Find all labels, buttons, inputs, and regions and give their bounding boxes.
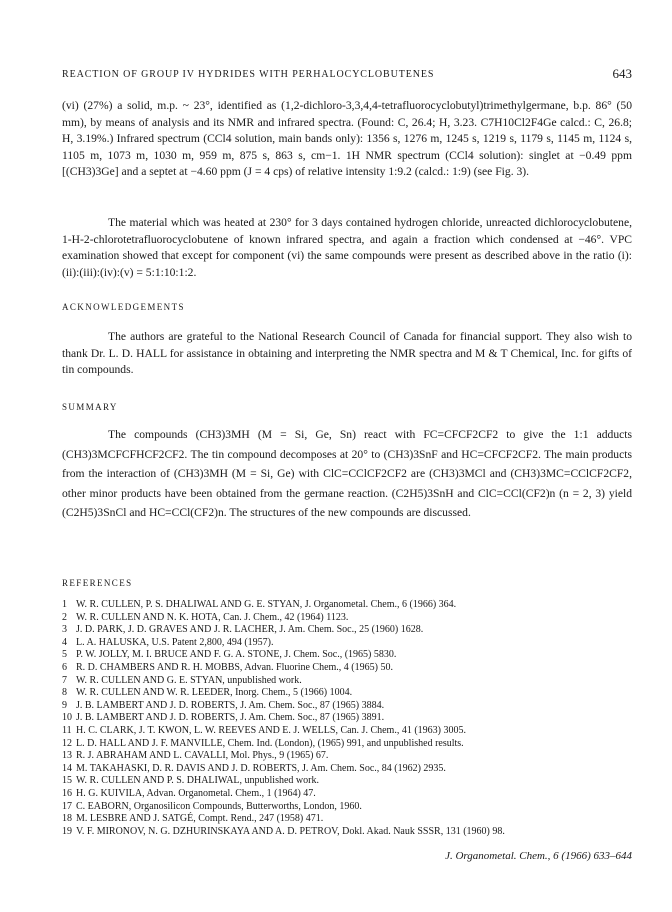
reference-text: C. EABORN, Organosilicon Compounds, Butterworths, London, 1960. <box>76 800 362 812</box>
reference-text: R. D. CHAMBERS AND R. H. MOBBS, Advan. Fluorine Chem., 4 (1965) 50. <box>76 661 393 673</box>
reference-item <box>62 712 632 725</box>
references-heading: REFERENCES <box>62 578 133 588</box>
reference-text: W. R. CULLEN AND W. R. LEEDER, Inorg. Chem., 5 (1966) 1004. <box>76 687 353 699</box>
reference-number: 12 <box>62 737 72 749</box>
reference-text: W. R. CULLEN AND P. S. DHALIWAL, unpublished work. <box>76 775 319 787</box>
reference-number: 14 <box>62 762 72 774</box>
page-number: 643 <box>612 66 632 81</box>
reference-text: W. R. CULLEN AND G. E. STYAN, unpublished work. <box>76 674 302 686</box>
reference-item <box>62 675 632 688</box>
reference-number: 18 <box>62 813 72 825</box>
running-head <box>62 66 632 86</box>
compound-characterization-text: (vi) (27%) a solid, m.p. ~ 23°, identified as (1,2-dichloro-3,3,4,4-tetrafluorocyclobutyl)trimethylgermane, b.p. 86° (50 mm), by means of analysis and its NMR and infrared spectra. (Found: C, 26.4; H, 3.23. C7H10Cl2F4Ge calcd.: C, 26.8; H, 3.19%.) Infrared spectrum (CCl4 solution, main bands only): 1356 s, 1276 m, 1245 s, 1219 s, 1179 s, 1145 m, 1124 s, 1105 m, 1073 m, 1030 m, 959 m, 875 s, 863 s, cm−1. 1H NMR spectrum (CCl4 solution): singlet at −0.49 ppm [(CH3)3Ge] and a septet at −4.60 ppm (J = 4 cps) of relative intensity 1:9.2 (calcd.: 1:9) (see Fig. 3). <box>62 99 632 179</box>
reference-text: L. A. HALUSKA, U.S. Patent 2,800, 494 (1957). <box>76 636 274 648</box>
reference-item <box>62 687 632 700</box>
reference-number: 17 <box>62 800 72 812</box>
reference-item <box>62 738 632 751</box>
reference-number: 10 <box>62 712 72 724</box>
reference-item <box>62 649 632 662</box>
reference-item <box>62 750 632 763</box>
reference-number: 5 <box>62 649 67 661</box>
reference-text: J. B. LAMBERT AND J. D. ROBERTS, J. Am. Chem. Soc., 87 (1965) 3891. <box>76 712 385 724</box>
reference-item <box>62 624 632 637</box>
reference-number: 7 <box>62 674 67 686</box>
reference-text: H. G. KUIVILA, Advan. Organometal. Chem., 1 (1964) 47. <box>76 787 316 799</box>
reference-number: 11 <box>62 724 72 736</box>
reference-item <box>62 700 632 713</box>
reference-text: L. D. HALL AND J. F. MANVILLE, Chem. Ind. (London), (1965) 991, and unpublished results. <box>76 737 464 749</box>
heated-material-text: The material which was heated at 230° for 3 days contained hydrogen chloride, unreacted dichlorocyclobutene, 1-H-2-chlorotetrafluorocyclobutene of known infrared spectra, and again a fraction which condensed at −46°. VPC examination showed that except for component (vi) the same compounds were present as described above in the ratio (i):(ii):(iii):(iv):(v) = 5:1:10:1:2. <box>62 216 632 279</box>
reference-number: 2 <box>62 611 67 623</box>
reference-item <box>62 612 632 625</box>
reference-number: 1 <box>62 599 67 610</box>
reference-item <box>62 826 632 839</box>
reference-text: V. F. MIRONOV, N. G. DZHURINSKAYA AND A. D. PETROV, Dokl. Akad. Nauk SSSR, 131 (1960) 98. <box>76 825 505 837</box>
reference-text: P. W. JOLLY, M. I. BRUCE AND F. G. A. STONE, J. Chem. Soc., (1965) 5830. <box>76 649 397 661</box>
reference-item <box>62 725 632 738</box>
reference-item <box>62 801 632 814</box>
reference-item <box>62 813 632 826</box>
reference-text: W. R. CULLEN AND N. K. HOTA, Can. J. Chem., 42 (1964) 1123. <box>76 611 349 623</box>
summary-text: The compounds (CH3)3MH (M = Si, Ge, Sn) react with FC=CFCF2CF2 to give the 1:1 adducts (CH3)3MCFCFHCF2CF2. The tin compound decomposes at 20° to (CH3)3SnF and HC=CFCF2CF2. The main products from the interaction of (CH3)3MH (M = Si, Ge) with ClC=CClCF2CF2 are (CH3)3MCl and (CH3)3MC=CClCF2CF2, other minor products have been obtained from the germane reaction. (C2H5)3SnH and ClC=CCl(CF2)n (n = 2, 3) yield (C2H5)3SnCl and HC=CCl(CF2)n. The structures of the new compounds are discussed. <box>62 428 632 519</box>
reference-text: M. LESBRE AND J. SATGÉ, Compt. Rend., 247 (1958) 471. <box>76 813 324 825</box>
reference-item <box>62 763 632 776</box>
acknowledgements-text: The authors are grateful to the National Research Council of Canada for financial support. They also wish to thank Dr. L. D. HALL for assistance in obtaining and interpreting the NMR spectra and M & T Chemical, Inc. for gifts of tin compounds. <box>62 330 632 377</box>
reference-number: 13 <box>62 750 72 762</box>
reference-number: 6 <box>62 661 67 673</box>
reference-text: J. D. PARK, J. D. GRAVES AND J. R. LACHER, J. Am. Chem. Soc., 25 (1960) 1628. <box>76 624 424 636</box>
reference-item <box>62 637 632 650</box>
reference-item <box>62 788 632 801</box>
reference-number: 19 <box>62 825 72 837</box>
reference-number: 3 <box>62 624 67 636</box>
summary-heading: SUMMARY <box>62 402 118 412</box>
reference-number: 8 <box>62 687 67 699</box>
reference-item <box>62 599 632 612</box>
reference-item <box>62 662 632 675</box>
body-paragraph-heated <box>62 215 632 281</box>
running-title: REACTION OF GROUP IV HYDRIDES WITH PERHALOCYCLOBUTENES <box>62 69 435 80</box>
acknowledgements-heading: ACKNOWLEDGEMENTS <box>62 302 185 312</box>
reference-number: 9 <box>62 699 67 711</box>
reference-number: 16 <box>62 787 72 799</box>
reference-text: H. C. CLARK, J. T. KWON, L. W. REEVES AND E. J. WELLS, Can. J. Chem., 41 (1963) 3005. <box>76 724 466 736</box>
summary-section <box>62 425 632 523</box>
body-paragraph-compound <box>62 98 632 181</box>
reference-number: 4 <box>62 636 67 648</box>
reference-text: J. B. LAMBERT AND J. D. ROBERTS, J. Am. Chem. Soc., 87 (1965) 3884. <box>76 699 385 711</box>
reference-text: M. TAKAHASKI, D. R. DAVIS AND J. D. ROBERTS, J. Am. Chem. Soc., 84 (1962) 2935. <box>76 762 446 774</box>
reference-text: R. J. ABRAHAM AND L. CAVALLI, Mol. Phys., 9 (1965) 67. <box>76 750 329 762</box>
journal-citation-footer: J. Organometal. Chem., 6 (1966) 633–644 <box>445 850 632 862</box>
acknowledgements-section <box>62 329 632 379</box>
reference-text: W. R. CULLEN, P. S. DHALIWAL AND G. E. STYAN, J. Organometal. Chem., 6 (1966) 364. <box>76 599 457 610</box>
reference-item <box>62 775 632 788</box>
reference-number: 15 <box>62 775 72 787</box>
reference-list <box>62 599 632 838</box>
